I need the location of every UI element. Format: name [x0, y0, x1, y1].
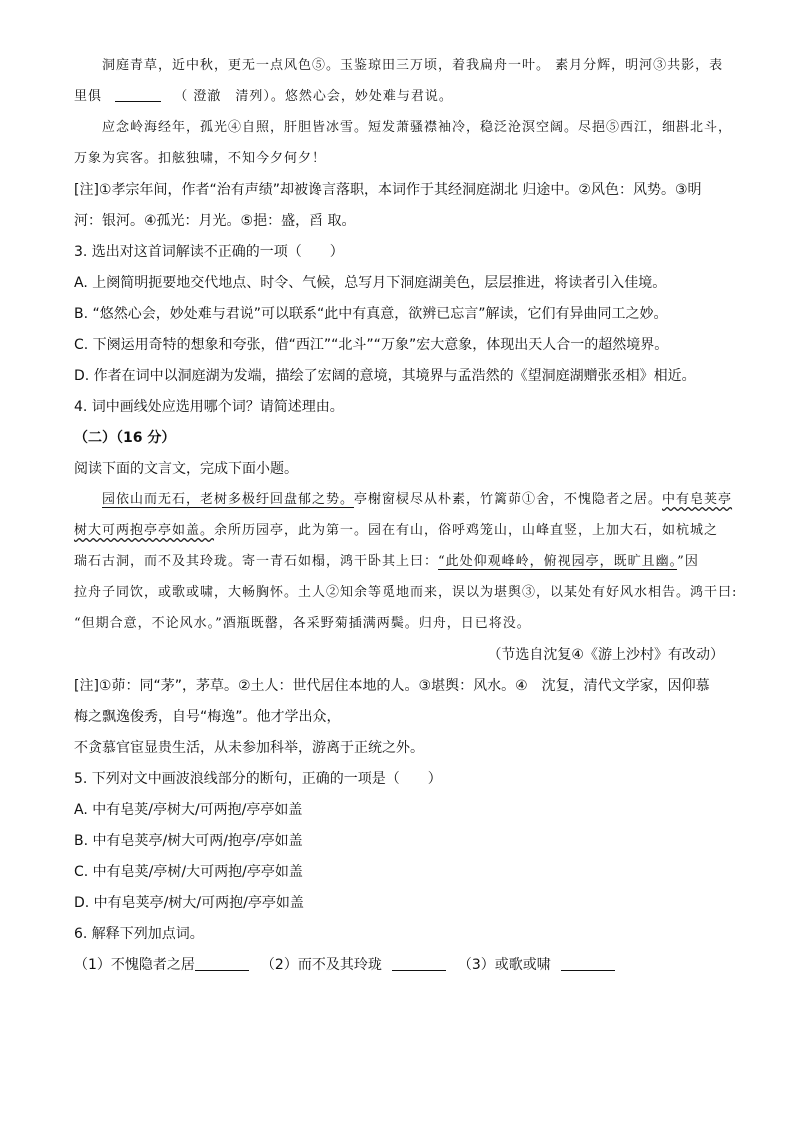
note-text: 不贪慕官宦显贵生活，从未参加科举，游离于正统之外。: [74, 740, 424, 756]
passage-line-2: [74, 521, 724, 541]
question-text: 6. 解释下列加点词。: [74, 926, 204, 942]
answer-blank[interactable]: [115, 87, 161, 102]
question-3-option-a[interactable]: [74, 273, 724, 293]
section-intro: 阅读下面的文言文，完成下面小题。: [74, 461, 298, 477]
q6-blank-2[interactable]: [392, 956, 446, 971]
poem-text: 应念岭海经年，孤光④自照，肝胆皆冰雪。短发萧骚襟袖冷，稳泛沧溟空阔。尽挹⑤西江，细斟北斗，: [102, 120, 733, 135]
wavy-underlined-text: 中有皂荚亭: [662, 492, 733, 507]
underlined-sentence: “此处仰观峰岭，俯视园亭，既旷且幽。: [438, 554, 678, 569]
question-5-option-c[interactable]: [74, 862, 724, 882]
note-1-line-1: [74, 180, 724, 200]
poem-text: （ 澄澈 清列）。悠然心会，妙处难与君说。: [174, 89, 453, 104]
q6-item-3: （3）或歌或啸: [457, 957, 551, 973]
poem-line-4: [74, 149, 724, 169]
wavy-underlined-text: 树大可两抱亭亭如盖。: [74, 523, 215, 538]
passage-text: 瑞石古洞，而不及其玲珑。寄一青石如榻，鸿干卧其上曰：: [74, 554, 439, 569]
option-text: D. 作者在词中以洞庭湖为发端，描绘了宏阔的意境，其境界与孟浩然的《望洞庭湖赠张丞相》相近。: [74, 368, 696, 384]
poem-line-3: [74, 118, 733, 138]
note-text: 梅之飘逸俊秀，自号“梅逸”。他才学出众，: [74, 709, 341, 725]
source-text: （节选自沈复④《游上沙村》有改动）: [487, 647, 724, 663]
note-text: 河：银河。④孤光：月光。⑤挹：盛，舀 取。: [74, 213, 356, 229]
question-3-stem: [74, 242, 724, 262]
passage-line-1: [74, 490, 733, 510]
note-2-line-1: [74, 676, 724, 696]
question-3-option-d[interactable]: [74, 366, 724, 386]
exam-page: [74, 56, 738, 986]
passage-line-4: [74, 583, 738, 603]
poem-text: 里俱: [74, 89, 103, 104]
q6-blank-1[interactable]: [195, 956, 249, 971]
passage-text: ”因: [677, 554, 699, 569]
section-2-title: [74, 428, 724, 448]
poem-text: 洞庭青草，近中秋，更无一点风色⑤。玉鉴琼田三万顷，着我扁舟一叶。 素月分辉，明河③共影，表: [102, 58, 724, 73]
question-text: 3. 选出对这首词解读不正确的一项（ ）: [74, 244, 344, 260]
underlined-sentence: 园依山而无石，老树多极纡回盘郁之势。: [102, 492, 355, 507]
passage-text: 拉舟子同饮，或歌或啸，大畅胸怀。土人②知余等觅地而来，误以为堪舆③，以某处有好风水相告。鸿干曰:: [74, 585, 738, 600]
section-2-intro: [74, 459, 724, 479]
q6-blank-3[interactable]: [561, 956, 615, 971]
question-4-stem: [74, 397, 724, 417]
option-text: A. 中有皂荚/亭树大/可两抱/亭亭如盖: [74, 802, 303, 818]
section-title: （二）（16 分）: [74, 430, 176, 446]
question-5-stem: [74, 769, 724, 789]
question-3-option-b[interactable]: [74, 304, 724, 324]
question-text: 5. 下列对文中画波浪线部分的断句，正确的一项是（ ）: [74, 771, 442, 787]
option-text: C. 中有皂荚/亭树/大可两抱/亭亭如盖: [74, 864, 303, 880]
option-text: D. 中有皂荚亭/树大/可两抱/亭亭如盖: [74, 895, 304, 911]
poem-text: 万象为宾客。扣舷独啸，不知今夕何夕！: [74, 151, 327, 166]
option-text: C. 下阕运用奇特的想象和夸张，借“西江”“北斗”“万象”宏大意象，体现出天人合一的超然境界。: [74, 337, 669, 353]
passage-line-3: [74, 552, 724, 572]
option-text: B. 中有皂荚亭/树大可两/抱亭/亭如盖: [74, 833, 303, 849]
option-text: A. 上阕简明扼要地交代地点、时令、气候，总写月下洞庭湖美色，层层推进，将读者引入佳境。: [74, 275, 667, 291]
note-2-line-3: [74, 738, 724, 758]
question-text: 4. 词中画线处应选用哪个词？请简述理由。: [74, 399, 344, 415]
question-6-stem: [74, 924, 724, 944]
passage-line-5: [74, 614, 724, 634]
passage-source: [74, 645, 724, 665]
note-text: [注]①茆：同“茅”，茅草。②土人：世代居住本地的人。③堪舆：风水。④ 沈复，清代文学家，因仰慕: [74, 678, 710, 694]
option-text: B. “悠然心会，妙处难与君说”可以联系“此中有真意，欲辨已忘言”解读，它们有异曲同工之妙。: [74, 306, 668, 322]
q6-item-1: （1）不愧隐者之居: [74, 957, 195, 973]
poem-line-1: [74, 56, 724, 76]
passage-text: 余所历园亭，此为第一。园在有山，俗呼鸡笼山，山峰直竖，上加大石，如杭城之: [214, 523, 719, 538]
note-1-line-2: [74, 211, 724, 231]
question-5-option-b[interactable]: [74, 831, 724, 851]
note-2-line-2: [74, 707, 724, 727]
q6-item-2: （2）而不及其玲珑: [260, 957, 382, 973]
passage-text: “但期合意，不论风水。”酒瓶既罄，各采野菊插满两鬓。归舟，日已将没。: [74, 616, 531, 631]
passage-text: 亭榭窗棂尽从朴素，竹篱茆①舍，不愧隐者之居。: [354, 492, 663, 507]
question-5-option-a[interactable]: [74, 800, 724, 820]
question-6-items: [74, 955, 724, 975]
question-5-option-d[interactable]: [74, 893, 724, 913]
question-3-option-c[interactable]: [74, 335, 724, 355]
note-text: [注]①孝宗年间，作者“治有声绩”却被谗言落职，本词作于其经洞庭湖北 归途中。②风色：风势。③明: [74, 182, 702, 198]
poem-line-2: [74, 87, 724, 107]
